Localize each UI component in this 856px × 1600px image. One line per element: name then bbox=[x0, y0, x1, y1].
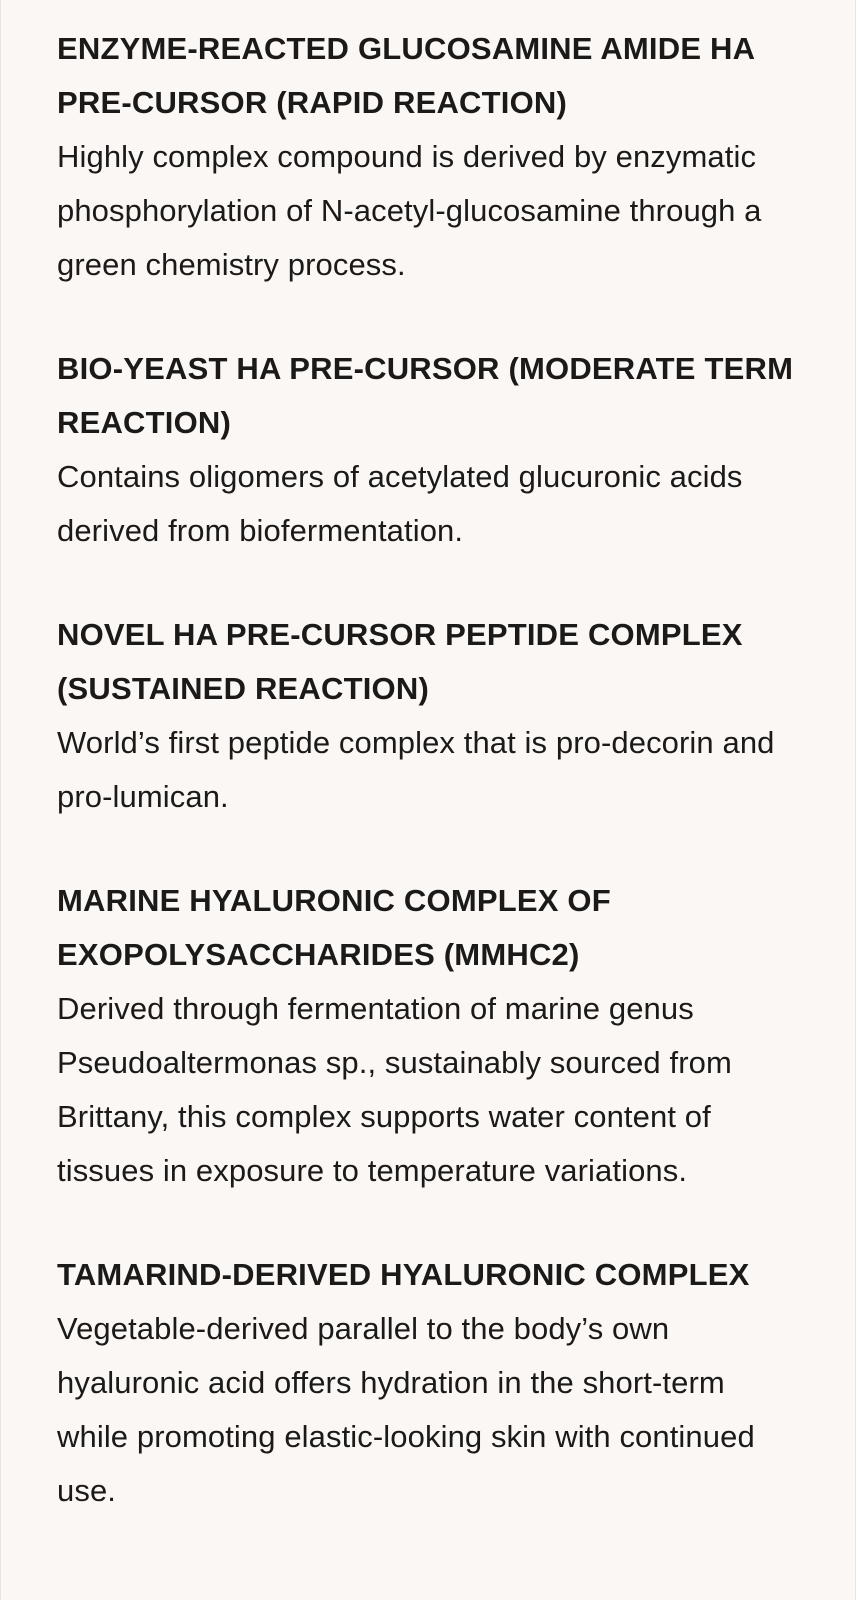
ingredient-description: Highly complex compound is derived by enzymatic phosphorylation of N-acetyl-glucosamine through a green chemistry process. bbox=[57, 139, 762, 282]
ingredient-description: World’s first peptide complex that is pro-decorin and pro-lumican. bbox=[57, 725, 775, 814]
ingredient-description: Contains oligomers of acetylated glucuronic acids derived from biofermentation. bbox=[57, 459, 743, 548]
ingredient-bio-yeast-ha-precursor bbox=[57, 342, 799, 558]
ingredient-title: TAMARIND-DERIVED HYALURONIC COMPLEX bbox=[57, 1257, 750, 1292]
ingredient-novel-ha-precursor-peptide bbox=[57, 608, 799, 824]
ingredient-description: Vegetable-derived parallel to the body’s own hyaluronic acid offers hydration in the short-term while promoting elastic-looking skin with continued use. bbox=[57, 1311, 755, 1508]
ingredient-title: BIO-YEAST HA PRE-CURSOR (MODERATE TERM REACTION) bbox=[57, 351, 794, 440]
ingredient-marine-hyaluronic-complex bbox=[57, 874, 799, 1198]
ingredient-title: NOVEL HA PRE-CURSOR PEPTIDE COMPLEX (SUSTAINED REACTION) bbox=[57, 617, 743, 706]
ingredient-title: MARINE HYALURONIC COMPLEX OF EXOPOLYSACCHARIDES (MMHC2) bbox=[57, 883, 611, 972]
ingredient-enzyme-reacted-glucosamine-amide bbox=[57, 22, 799, 292]
ingredient-tamarind-derived-hyaluronic bbox=[57, 1248, 799, 1518]
ingredient-description: Derived through fermentation of marine genus Pseudoaltermonas sp., sustainably sourced from Brittany, this complex supports water content of tissues in exposure to temperature variations. bbox=[57, 991, 732, 1188]
ingredient-title: ENZYME-REACTED GLUCOSAMINE AMIDE HA PRE-CURSOR (RAPID REACTION) bbox=[57, 31, 755, 120]
